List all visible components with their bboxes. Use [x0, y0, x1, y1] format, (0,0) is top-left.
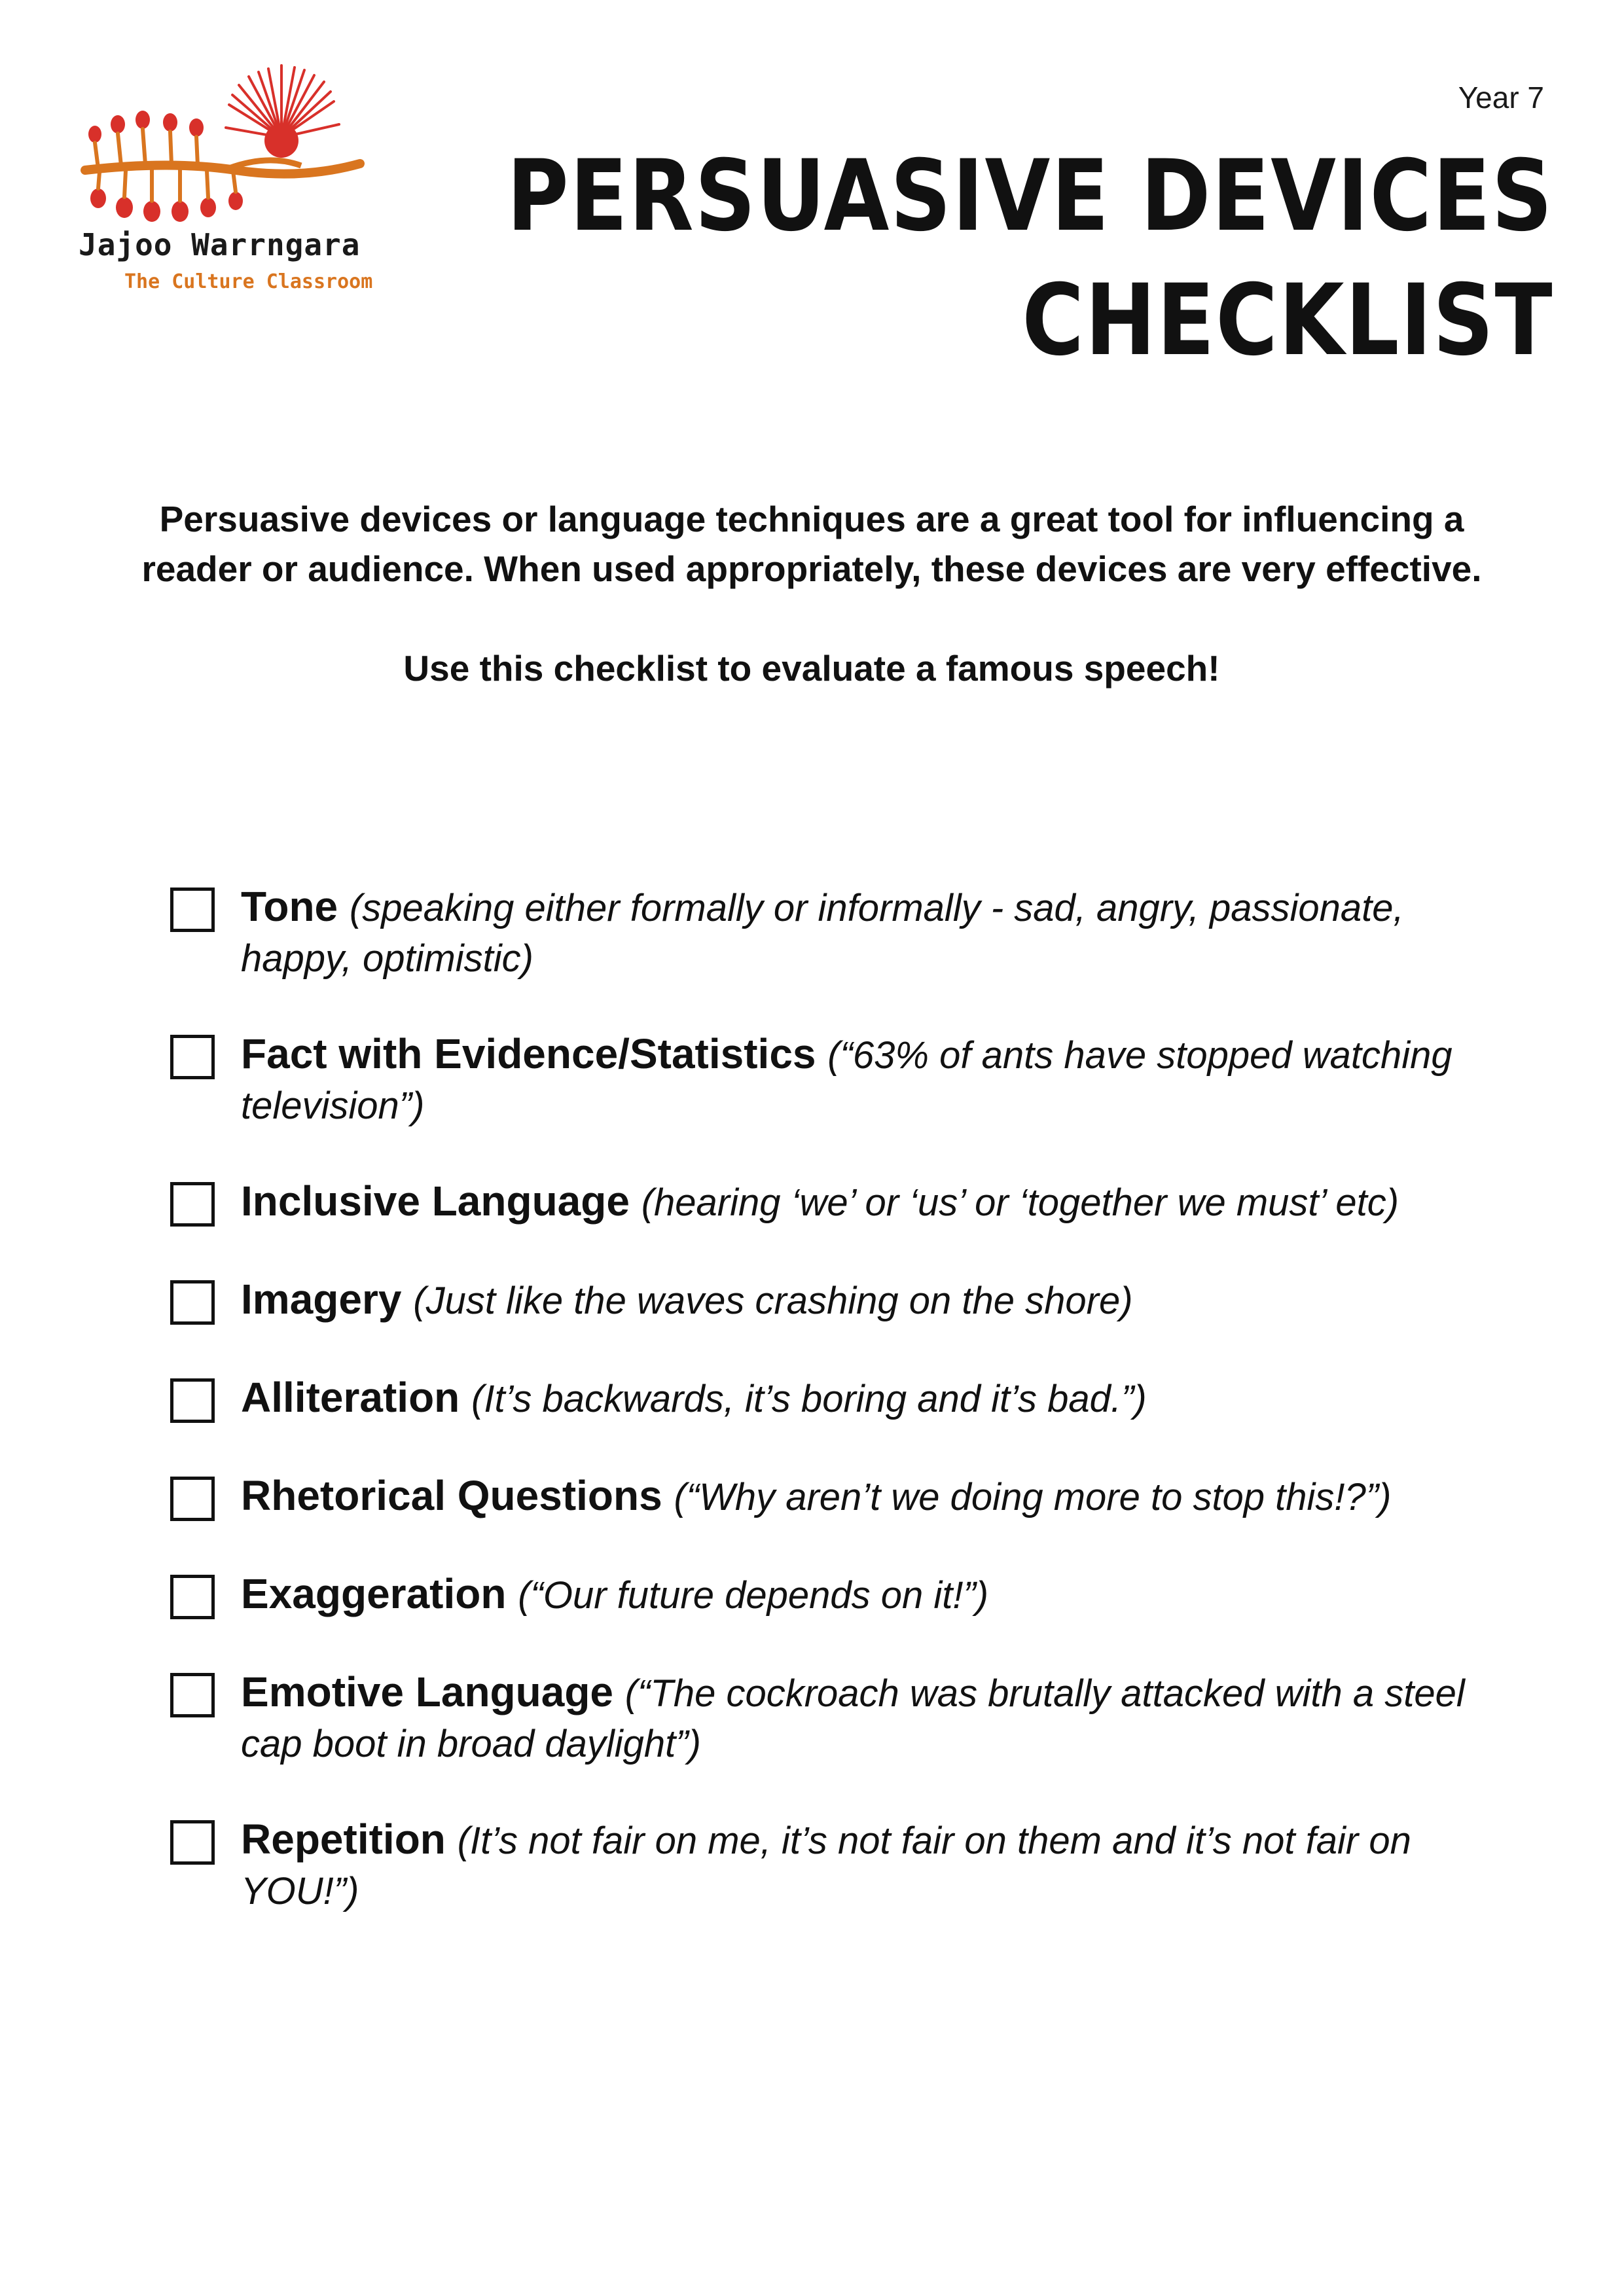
item-example: (“Why aren’t we doing more to stop this!?”) [674, 1476, 1392, 1518]
checklist-item-exaggeration [170, 1570, 1485, 1620]
item-term: Tone [241, 883, 338, 930]
item-example: (It’s backwards, it’s boring and it’s bad.”) [471, 1378, 1147, 1420]
checklist-item-fact-with-evidence [170, 1030, 1485, 1130]
intro-paragraph: Persuasive devices or language techniques are a great tool for influencing a reader or audience. When used appropriately, these devices are very effective. [141, 499, 1482, 589]
item-term: Inclusive Language [241, 1177, 630, 1225]
page-title-line-1: PERSUASIVE DEVICES [507, 139, 1553, 253]
checklist-item-emotive-language [170, 1668, 1485, 1768]
checklist-item-repetition [170, 1815, 1485, 1916]
checklist-item-rhetorical-questions [170, 1471, 1485, 1522]
item-term: Emotive Language [241, 1668, 613, 1715]
logo-subtitle: The Culture Classroom [124, 270, 373, 293]
checklist-item-imagery [170, 1275, 1485, 1325]
item-term: Repetition [241, 1816, 446, 1863]
item-example: (“Our future depends on it!”) [518, 1574, 989, 1617]
item-term: Imagery [241, 1276, 402, 1323]
checkbox[interactable] [170, 1673, 215, 1717]
item-term: Exaggeration [241, 1570, 507, 1617]
intro-instruction: Use this checklist to evaluate a famous speech! [403, 648, 1220, 689]
checkbox[interactable] [170, 1575, 215, 1619]
item-term: Fact with Evidence/Statistics [241, 1030, 816, 1077]
page-title-line-2: CHECKLIST [1022, 264, 1553, 378]
checklist-item-inclusive-language [170, 1177, 1485, 1227]
item-example: (Just like the waves crashing on the shore) [413, 1280, 1133, 1322]
item-example: (It’s not fair on me, it’s not fair on them and it’s not fair on YOU!”) [241, 1820, 1411, 1912]
item-term: Alliteration [241, 1374, 460, 1421]
checklist-item-tone [170, 882, 1485, 983]
checkbox[interactable] [170, 888, 215, 932]
checkbox[interactable] [170, 1477, 215, 1521]
checkbox[interactable] [170, 1820, 215, 1865]
item-example: (speaking either formally or informally - sad, angry, passionate, happy, optimistic) [241, 887, 1404, 980]
item-example: (“The cockroach was brutally attacked with a steel cap boot in broad daylight”) [241, 1672, 1465, 1765]
checkbox[interactable] [170, 1378, 215, 1423]
item-term: Rhetorical Questions [241, 1472, 662, 1519]
item-example: (“63% of ants have stopped watching television”) [241, 1034, 1453, 1127]
checkbox[interactable] [170, 1280, 215, 1325]
checklist-item-alliteration [170, 1373, 1485, 1424]
checkbox[interactable] [170, 1035, 215, 1079]
item-example: (hearing ‘we’ or ‘us’ or ‘together we must’ etc) [641, 1181, 1399, 1224]
checkbox[interactable] [170, 1182, 215, 1227]
year-level: Year 7 [1458, 81, 1544, 115]
logo-name: Jajoo Warrngara [79, 227, 361, 262]
intro [131, 494, 1492, 693]
bottlebrush-branch-icon [72, 62, 380, 232]
page-title [507, 134, 1553, 383]
logo [72, 62, 380, 311]
